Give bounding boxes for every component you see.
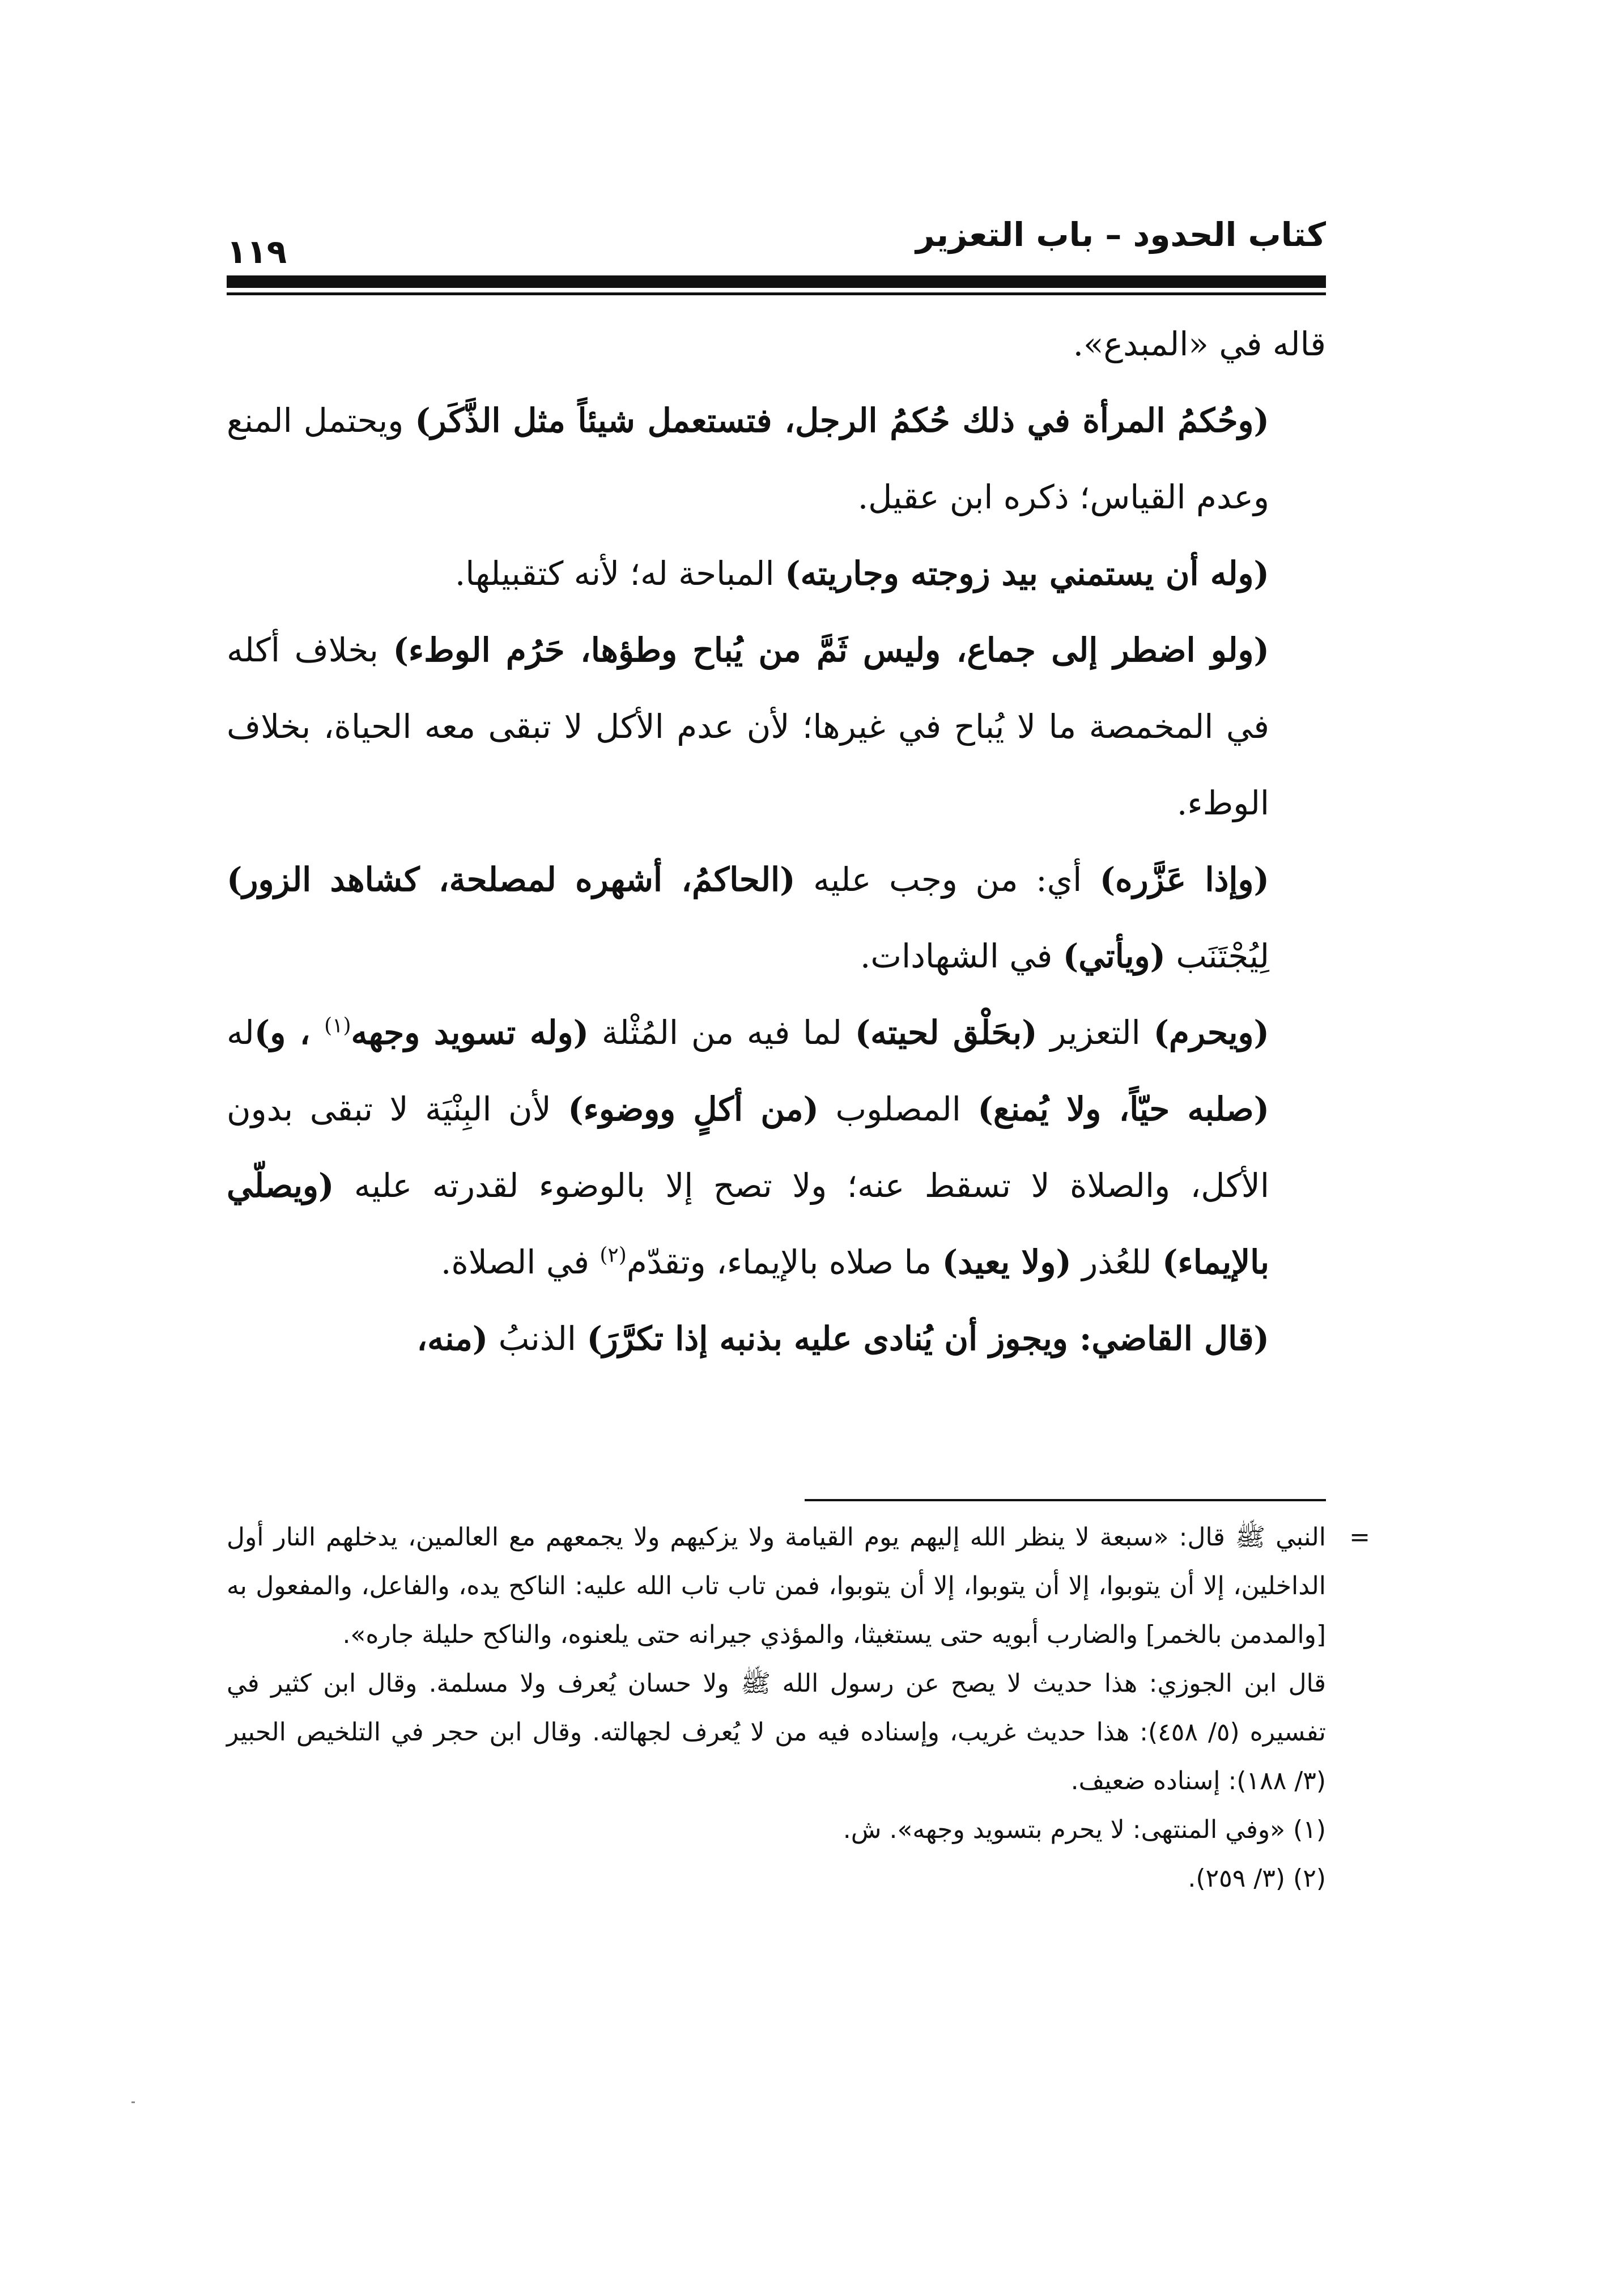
page-number: ١١٩ [227,232,287,271]
paragraph: (وله أن يستمني بيد زوجته وجاريته) المباحة له؛ لأنه كتقبيلها. [454,554,1269,593]
footnotes [227,1513,1370,1903]
footnote-1: (١) «وفي المنتهى: لا يحرم بتسويد وجهه». ش. [843,1815,1326,1844]
continuation-marker: = [1349,1523,1370,1552]
paragraph: (وإذا عَزَّره) أي: من وجب عليه (الحاكمُ، أشهره لمصلحة، كشاهد الزور) لِيُجْتَنَب (ويأتي) في الشهادات. [227,860,1269,975]
footnote-continuation-2: قال ابن الجوزي: هذا حديث لا يصح عن رسول الله ﷺ ولا حسان يُعرف ولا مسلمة. وقال ابن كثير في تفسيره (٥/ ٤٥٨): هذا حديث غريب، وإسناده فيه من لا يُعرف لجهالته. وقال ابن حجر في التلخيص الحبير (٣/ ١٨٨): إسناده ضعيف. [227,1669,1327,1795]
footnote-number: (١) [1293,1815,1326,1844]
header-rule-thick [227,275,1326,288]
main-text [227,306,1326,1377]
paragraph: (ويحرم) التعزير (بحَلْق لحيته) لما فيه من المُثْلة (وله تسويد وجهه$^{(١)}$ ، و)له (صلبه حيّاً، ولا يُمنع) المصلوب (من أكلٍ ووضوء) لأن البِنْيَة لا تبقى بدون الأكل، والصلاة لا تسقط عنه؛ ولا تصح إلا بالوضوء لقدرته عليه (ويصلّي بالإيماء) للعُذر (ولا يعيد) ما صلاه بالإيماء، وتقدّم$^{(٢)}$ في الصلاة. [227,1013,1270,1281]
footnote-2: (٢) (٣/ ٢٥٩). [1188,1864,1326,1893]
paragraph: قاله في «المبدع». [1073,325,1326,363]
scan-smudge [131,2101,135,2103]
paragraph: (ولو اضطر إلى جماع، وليس ثَمَّ من يُباح وطؤها، حَرُم الوطء) بخلاف أكله في المخمصة ما لا يُباح في غيرها؛ لأن عدم الأكل لا تبقى معه الحياة، بخلاف الوطء. [227,631,1269,822]
footnote-number: (٢) [1293,1864,1326,1893]
paragraph: (وحُكمُ المرأة في ذلك حُكمُ الرجل، فتستعمل شيئاً مثل الذَّكَر) ويحتمل المنع وعدم القياس؛ ذكره ابن عقيل. [227,401,1269,516]
header-rule-thin [227,292,1326,295]
footnote-ref-1[interactable]: (١) [324,1014,351,1038]
footnote-separator [805,1499,1326,1501]
footnote-ref-2[interactable]: (٢) [600,1243,627,1267]
footnote-continuation: النبي ﷺ قال: «سبعة لا ينظر الله إليهم يوم القيامة ولا يزكيهم ولا يجمعهم مع العالمين، يدخلهم النار أول الداخلين، إلا أن يتوبوا، إلا أن يتوبوا، إلا أن يتوبوا، فمن تاب تاب الله عليه: الناكح يده، والفاعل، والمفعول به [والمدمن بالخمر] والضارب أبويه حتى يستغيثا، والمؤذي جيرانه حتى يلعنوه، والناكح حليلة جاره». [227,1523,1326,1649]
running-title: كتاب الحدود – باب التعزير [916,215,1326,254]
paragraph: (قال القاضي: ويجوز أن يُنادى عليه بذنبه إذا تكرَّرَ) الذنبُ (منه، [416,1319,1269,1358]
